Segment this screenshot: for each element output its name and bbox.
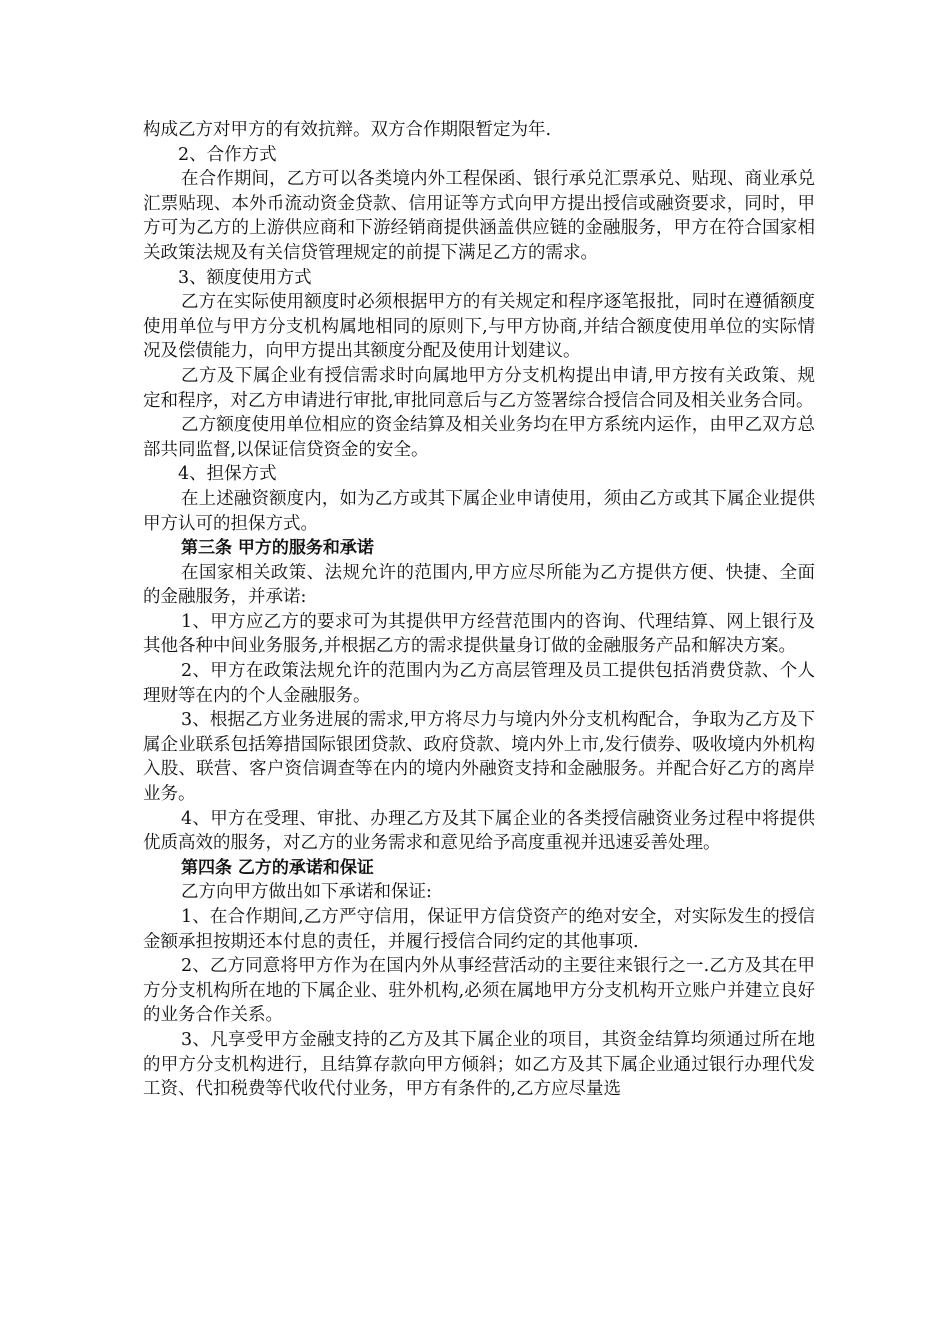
paragraph: 乙方向甲方做出如下承诺和保证: — [181, 882, 432, 903]
section-heading: 2、合作方式 — [178, 144, 277, 165]
paragraph: 构成乙方对甲方的有效抗辩。双方合作期限暂定为年. — [143, 120, 552, 140]
paragraph: 乙方及下属企业有授信需求时向属地甲方分支机构提出申请,甲方按有关政策、规定和程序，对乙方申请进行审批,审批同意后与乙方签署综合授信合同及相关业务合同。 — [143, 365, 815, 411]
list-item: 1、在合作期间,乙方严守信用，保证甲方信贷资产的绝对安全，对实际发生的授信金额承担按期还本付息的责任，并履行授信合同约定的其他事项. — [143, 907, 815, 952]
paragraph: 在上述融资额度内，如为乙方或其下属企业申请使用，须由乙方或其下属企业提供甲方认可的担保方式。 — [143, 488, 815, 534]
list-item: 3、凡享受甲方金融支持的乙方及其下属企业的项目，其资金结算均须通过所在地的甲方分支机构进行，且结算存款向甲方倾斜；如乙方及其下属企业通过银行办理代发工资、代扣税费等代收代付业务，甲方有条件的,乙方应尽量选 — [143, 1029, 815, 1100]
list-item: 3、根据乙方业务进展的需求,甲方将尽力与境内外分支机构配合，争取为乙方及下属企业联系包括筹措国际银团贷款、政府贷款、境内外上市,发行债券、吸收境内外机构入股、联营、客户资信调查等在内的境内外融资支持和金融服务。并配合好乙方的离岸业务。 — [143, 710, 815, 805]
list-item: 4、甲方在受理、审批、办理乙方及其下属企业的各类授信融资业务过程中将提供优质高效的服务，对乙方的业务需求和意见给予高度重视并迅速妥善处理。 — [143, 808, 815, 854]
paragraph: 在国家相关政策、法规允许的范围内,甲方应尽所能为乙方提供方便、快捷、全面的金融服务，并承诺: — [143, 562, 815, 608]
section-heading: 4、担保方式 — [178, 464, 277, 485]
document-page — [143, 118, 815, 1102]
article-heading: 第四条 乙方的承诺和保证 — [181, 857, 374, 878]
list-item: 2、甲方在政策法规允许的范围内为乙方高层管理及员工提供包括消费贷款、个人理财等在内的个人金融服务。 — [143, 661, 815, 706]
paragraph: 在合作期间，乙方可以各类境内外工程保函、银行承兑汇票承兑、贴现、商业承兑汇票贴现、本外币流动资金贷款、信用证等方式向甲方提出授信或融资要求，同时，甲方可为乙方的上游供应商和下游经销商提供涵盖供应链的金融服务，甲方在符合国家相关政策法规及有关信贷管理规定的前提下满足乙方的需求。 — [143, 169, 815, 263]
paragraph: 乙方额度使用单位相应的资金结算及相关业务均在甲方系统内运作，由甲乙双方总部共同监督,以保证信贷资金的安全。 — [143, 415, 815, 460]
article-heading: 第三条 甲方的服务和承诺 — [181, 538, 374, 559]
section-heading: 3、额度使用方式 — [178, 267, 312, 288]
list-item: 2、乙方同意将甲方作为在国内外从事经营活动的主要往来银行之一.乙方及其在甲方分支机构所在地的下属企业、驻外机构,必须在属地甲方分支机构开立账户并建立良好的业务合作关系。 — [143, 956, 815, 1026]
list-item: 1、甲方应乙方的要求可为其提供甲方经营范围内的咨询、代理结算、网上银行及其他各种中间业务服务,并根据乙方的需求提供量身订做的金融服务产品和解决方案。 — [143, 611, 815, 657]
paragraph: 乙方在实际使用额度时必须根据甲方的有关规定和程序逐笔报批，同时在遵循额度使用单位与甲方分支机构属地相同的原则下,与甲方协商,并结合额度使用单位的实际情况及偿债能力，向甲方提出其额度分配及使用计划建议。 — [143, 292, 815, 362]
